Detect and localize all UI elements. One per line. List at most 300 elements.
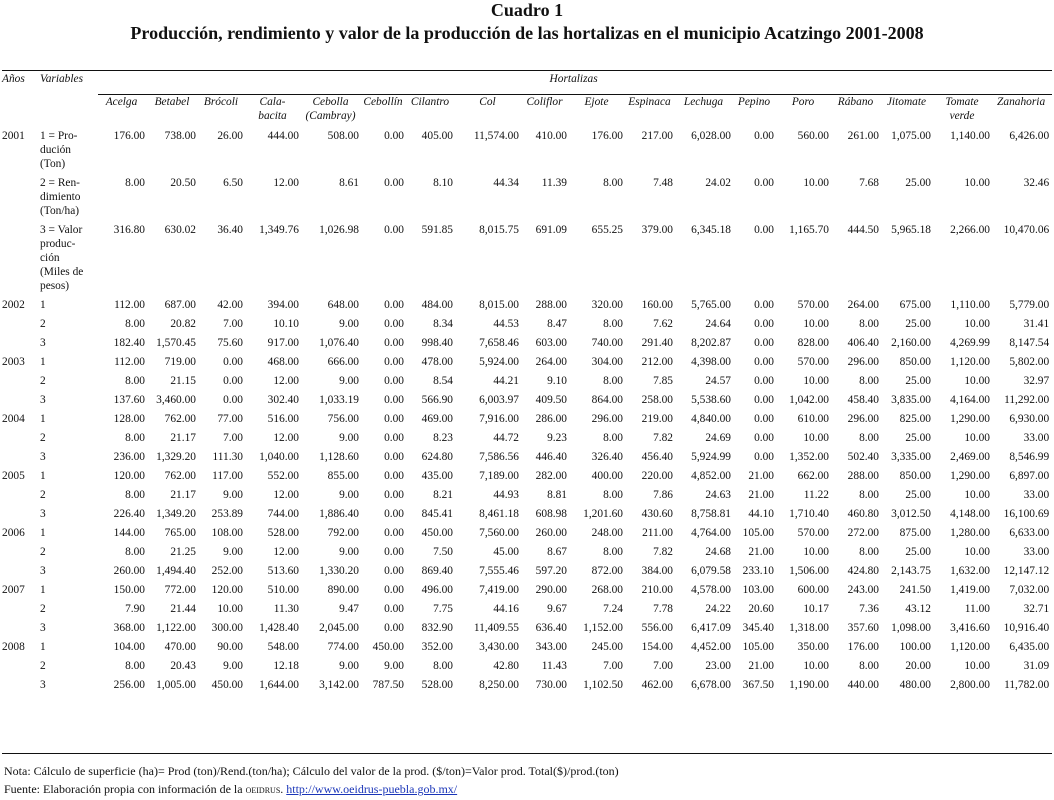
value-cell: 8.54	[433, 375, 453, 387]
value-cell: 16,100.69	[1003, 508, 1050, 520]
value-cell: 560.00	[797, 130, 829, 142]
year-cell	[2, 334, 40, 353]
value-cell: 11,292.00	[1004, 394, 1050, 406]
value-cell: 8,015.75	[479, 224, 519, 236]
source-url-link[interactable]: http://www.oeidrus-puebla.gob.mx/	[286, 782, 458, 796]
value-cell: 648.00	[327, 299, 359, 311]
value-cell: 10.00	[964, 546, 990, 558]
header-crop: Coliflor	[526, 96, 563, 108]
value-cell: 8.00	[603, 489, 623, 501]
value-cell: 25.00	[905, 177, 931, 189]
value-cell: 1,040.00	[259, 451, 299, 463]
source-line	[4, 780, 1050, 798]
value-cell: 666.00	[327, 356, 359, 368]
value-cell: 756.00	[327, 413, 359, 425]
value-cell: 406.40	[847, 337, 879, 349]
table-title: Producción, rendimiento y valor de la producción de las hortalizas en el municipio Acatzingo 2001-2008	[130, 23, 924, 43]
crop-header-row	[2, 95, 1052, 124]
value-cell: 548.00	[267, 641, 299, 653]
value-cell: 484.00	[421, 299, 453, 311]
year-cell	[2, 543, 40, 562]
value-cell: 137.60	[113, 394, 145, 406]
year-cell: 2002	[2, 299, 25, 311]
value-cell: 31.09	[1023, 660, 1050, 672]
variable-cell: 1	[40, 470, 46, 482]
value-cell: 7,560.00	[479, 527, 519, 539]
value-cell: 12,147.12	[1003, 565, 1050, 577]
header-hortalizas: Hortalizas	[98, 72, 1052, 95]
value-cell: 738.00	[164, 130, 196, 142]
value-cell: 11.43	[541, 660, 567, 672]
value-cell: 4,840.00	[691, 413, 731, 425]
value-cell: 1,570.45	[156, 337, 196, 349]
value-cell: 21.00	[748, 489, 774, 501]
value-cell: 9.00	[223, 489, 243, 501]
value-cell: 10.00	[964, 318, 990, 330]
value-cell: 2,143.75	[891, 565, 931, 577]
value-cell: 0.00	[754, 394, 774, 406]
value-cell: 8.00	[859, 546, 879, 558]
value-cell: 774.00	[327, 641, 359, 653]
value-cell: 528.00	[421, 679, 453, 691]
table-row	[2, 353, 1052, 372]
value-cell: 8.00	[125, 375, 145, 387]
value-cell: 3,416.60	[950, 622, 990, 634]
value-cell: 290.00	[535, 584, 567, 596]
header-crop: Poro	[791, 96, 815, 108]
value-cell: 8,202.87	[691, 337, 731, 349]
value-cell: 9.00	[223, 546, 243, 558]
value-cell: 8.00	[859, 432, 879, 444]
value-cell: 117.00	[212, 470, 243, 482]
value-cell: 10.00	[803, 318, 829, 330]
value-cell: 9.00	[339, 375, 359, 387]
value-cell: 1,330.20	[319, 565, 359, 577]
value-cell: 662.00	[797, 470, 829, 482]
value-cell: 7.78	[653, 603, 673, 615]
year-cell	[2, 429, 40, 448]
value-cell: 6,079.58	[691, 565, 731, 577]
value-cell: 258.00	[641, 394, 673, 406]
value-cell: 120.00	[211, 584, 243, 596]
table-row	[2, 410, 1052, 429]
table-row	[2, 467, 1052, 486]
value-cell: 12.18	[273, 660, 299, 672]
header-crop: Tomate verde	[945, 96, 979, 122]
value-cell: 7.00	[223, 432, 243, 444]
value-cell: 8,758.81	[691, 508, 731, 520]
value-cell: 0.00	[754, 224, 774, 236]
variable-cell: 2	[40, 546, 46, 558]
value-cell: 1,075.00	[891, 130, 931, 142]
value-cell: 8.00	[603, 177, 623, 189]
value-cell: 1,494.40	[156, 565, 196, 577]
variable-cell: 2	[40, 489, 46, 501]
value-cell: 243.00	[847, 584, 879, 596]
value-cell: 7.36	[859, 603, 879, 615]
value-cell: 0.00	[384, 527, 404, 539]
table-row	[2, 562, 1052, 581]
value-cell: 7.00	[603, 660, 623, 672]
value-cell: 5,965.18	[891, 224, 931, 236]
value-cell: 890.00	[327, 584, 359, 596]
value-cell: 424.80	[847, 565, 879, 577]
header-crop: Betabel	[154, 96, 190, 108]
value-cell: 1,122.00	[156, 622, 196, 634]
year-cell	[2, 676, 40, 695]
value-cell: 343.00	[535, 641, 567, 653]
value-cell: 248.00	[591, 527, 623, 539]
value-cell: 103.00	[742, 584, 774, 596]
value-cell: 1,140.00	[950, 130, 990, 142]
value-cell: 44.93	[493, 489, 519, 501]
value-cell: 12.00	[273, 489, 299, 501]
value-cell: 8,015.00	[479, 299, 519, 311]
data-table	[2, 72, 1052, 695]
variable-cell: 3	[40, 337, 46, 349]
value-cell: 21.44	[170, 603, 196, 615]
value-cell: 740.00	[591, 337, 623, 349]
value-cell: 26.00	[217, 130, 243, 142]
year-cell	[2, 174, 40, 221]
value-cell: 112.00	[114, 299, 145, 311]
value-cell: 1,098.00	[891, 622, 931, 634]
value-cell: 11.22	[803, 489, 829, 501]
value-cell: 154.00	[641, 641, 673, 653]
value-cell: 176.00	[113, 130, 145, 142]
value-cell: 24.69	[705, 432, 731, 444]
value-cell: 100.00	[899, 641, 931, 653]
value-cell: 0.00	[384, 177, 404, 189]
value-cell: 10.00	[803, 660, 829, 672]
variable-cell: 3	[40, 451, 46, 463]
table-row	[2, 638, 1052, 657]
value-cell: 8.10	[433, 177, 453, 189]
value-cell: 7,916.00	[479, 413, 519, 425]
value-cell: 2,160.00	[891, 337, 931, 349]
value-cell: 8.81	[547, 489, 567, 501]
value-cell: 0.00	[754, 130, 774, 142]
header-crop: Brócoli	[203, 96, 239, 108]
value-cell: 44.34	[493, 177, 519, 189]
variable-cell: 2	[40, 660, 46, 672]
value-cell: 917.00	[267, 337, 299, 349]
value-cell: 261.00	[847, 130, 879, 142]
value-cell: 21.00	[748, 660, 774, 672]
value-cell: 11.30	[273, 603, 299, 615]
header-crop: Cebolla (Cambray)	[305, 96, 356, 122]
value-cell: 105.00	[742, 527, 774, 539]
value-cell: 0.00	[384, 470, 404, 482]
value-cell: 9.67	[547, 603, 567, 615]
value-cell: 7,189.00	[479, 470, 519, 482]
value-cell: 9.00	[339, 318, 359, 330]
value-cell: 591.85	[421, 224, 453, 236]
value-cell: 8.00	[603, 375, 623, 387]
value-cell: 0.00	[384, 394, 404, 406]
value-cell: 8.00	[125, 318, 145, 330]
value-cell: 0.00	[384, 546, 404, 558]
value-cell: 7,586.56	[479, 451, 519, 463]
value-cell: 1,290.00	[950, 470, 990, 482]
value-cell: 1,128.60	[319, 451, 359, 463]
header-crop: Acelga	[105, 96, 138, 108]
table-row	[2, 334, 1052, 353]
value-cell: 630.02	[164, 224, 196, 236]
value-cell: 8.00	[603, 318, 623, 330]
value-cell: 409.50	[535, 394, 567, 406]
value-cell: 8.47	[547, 318, 567, 330]
value-cell: 772.00	[164, 584, 196, 596]
value-cell: 469.00	[421, 413, 453, 425]
value-cell: 3,835.00	[891, 394, 931, 406]
header-crop: Col	[479, 96, 496, 108]
table-row	[2, 315, 1052, 334]
value-cell: 0.00	[384, 337, 404, 349]
header-crop: Cilantro	[410, 96, 450, 108]
value-cell: 405.00	[421, 130, 453, 142]
value-cell: 1,102.50	[583, 679, 623, 691]
value-cell: 1,110.00	[950, 299, 990, 311]
value-cell: 10.00	[964, 375, 990, 387]
value-cell: 9.10	[547, 375, 567, 387]
value-cell: 8,250.00	[479, 679, 519, 691]
value-cell: 220.00	[641, 470, 673, 482]
value-cell: 1,428.40	[259, 622, 299, 634]
value-cell: 33.00	[1023, 432, 1050, 444]
value-cell: 226.40	[113, 508, 145, 520]
value-cell: 0.00	[384, 622, 404, 634]
value-cell: 7.75	[433, 603, 453, 615]
value-cell: 12.00	[273, 546, 299, 558]
value-cell: 10.00	[964, 177, 990, 189]
variable-cell: 3 = Valor produc- ción (Miles de pesos)	[40, 224, 84, 292]
value-cell: 120.00	[113, 470, 145, 482]
value-cell: 105.00	[742, 641, 774, 653]
table-row	[2, 486, 1052, 505]
value-cell: 0.00	[384, 375, 404, 387]
value-cell: 253.89	[211, 508, 243, 520]
value-cell: 0.00	[384, 489, 404, 501]
value-cell: 762.00	[164, 470, 196, 482]
value-cell: 1,318.00	[789, 622, 829, 634]
value-cell: 0.00	[384, 508, 404, 520]
value-cell: 8.00	[603, 432, 623, 444]
table-row	[2, 372, 1052, 391]
year-cell	[2, 448, 40, 467]
value-cell: 212.00	[641, 356, 673, 368]
value-cell: 6,897.00	[1009, 470, 1050, 482]
value-cell: 394.00	[267, 299, 299, 311]
table-row	[2, 581, 1052, 600]
year-cell	[2, 221, 40, 296]
value-cell: 3,430.00	[479, 641, 519, 653]
variable-cell: 2	[40, 432, 46, 444]
value-cell: 998.40	[421, 337, 453, 349]
year-cell	[2, 372, 40, 391]
year-cell: 2008	[2, 641, 25, 653]
variable-cell: 1	[40, 356, 46, 368]
value-cell: 0.00	[384, 603, 404, 615]
value-cell: 42.80	[493, 660, 519, 672]
value-cell: 128.00	[113, 413, 145, 425]
value-cell: 8.00	[125, 177, 145, 189]
value-cell: 264.00	[535, 356, 567, 368]
table-row	[2, 391, 1052, 410]
value-cell: 288.00	[847, 470, 879, 482]
value-cell: 252.00	[211, 565, 243, 577]
value-cell: 20.50	[170, 177, 196, 189]
value-cell: 286.00	[535, 413, 567, 425]
value-cell: 744.00	[267, 508, 299, 520]
value-cell: 9.00	[339, 546, 359, 558]
value-cell: 23.00	[705, 660, 731, 672]
value-cell: 320.00	[591, 299, 623, 311]
value-cell: 8.00	[603, 546, 623, 558]
value-cell: 608.98	[535, 508, 567, 520]
value-cell: 1,329.20	[156, 451, 196, 463]
value-cell: 0.00	[223, 375, 243, 387]
value-cell: 1,026.98	[319, 224, 359, 236]
value-cell: 20.60	[748, 603, 774, 615]
value-cell: 326.40	[591, 451, 623, 463]
value-cell: 444.50	[847, 224, 879, 236]
value-cell: 570.00	[797, 356, 829, 368]
value-cell: 1,120.00	[950, 356, 990, 368]
value-cell: 10.00	[803, 375, 829, 387]
value-cell: 25.00	[905, 375, 931, 387]
value-cell: 10.10	[273, 318, 299, 330]
value-cell: 6,678.00	[691, 679, 731, 691]
table-number: Cuadro 1	[490, 0, 564, 20]
value-cell: 282.00	[535, 470, 567, 482]
bottom-rule	[2, 753, 1052, 754]
value-cell: 10.00	[964, 432, 990, 444]
value-cell: 7,555.46	[479, 565, 519, 577]
year-cell	[2, 505, 40, 524]
value-cell: 603.00	[535, 337, 567, 349]
value-cell: 4,764.00	[691, 527, 731, 539]
value-cell: 24.63	[705, 489, 731, 501]
value-cell: 0.00	[384, 318, 404, 330]
table-row	[2, 657, 1052, 676]
value-cell: 6,003.97	[479, 394, 519, 406]
value-cell: 0.00	[384, 130, 404, 142]
value-cell: 1,005.00	[156, 679, 196, 691]
value-cell: 0.00	[384, 584, 404, 596]
value-cell: 112.00	[114, 356, 145, 368]
year-cell	[2, 600, 40, 619]
value-cell: 268.00	[591, 584, 623, 596]
value-cell: 11,782.00	[1004, 679, 1050, 691]
value-cell: 787.50	[372, 679, 404, 691]
value-cell: 4,852.00	[691, 470, 731, 482]
value-cell: 9.00	[339, 660, 359, 672]
value-cell: 233.10	[742, 565, 774, 577]
value-cell: 217.00	[641, 130, 673, 142]
value-cell: 1,201.60	[583, 508, 623, 520]
value-cell: 21.17	[170, 489, 196, 501]
value-cell: 32.46	[1023, 177, 1050, 189]
value-cell: 10.00	[803, 177, 829, 189]
value-cell: 7,419.00	[479, 584, 519, 596]
value-cell: 845.41	[421, 508, 453, 520]
value-cell: 8.00	[433, 660, 453, 672]
value-cell: 1,349.76	[259, 224, 299, 236]
value-cell: 296.00	[591, 413, 623, 425]
value-cell: 25.00	[905, 489, 931, 501]
value-cell: 468.00	[267, 356, 299, 368]
value-cell: 600.00	[797, 584, 829, 596]
value-cell: 256.00	[113, 679, 145, 691]
value-cell: 1,632.00	[950, 565, 990, 577]
value-cell: 435.00	[421, 470, 453, 482]
value-cell: 5,779.00	[1009, 299, 1050, 311]
value-cell: 480.00	[899, 679, 931, 691]
value-cell: 7.86	[653, 489, 673, 501]
value-cell: 7.50	[433, 546, 453, 558]
value-cell: 44.21	[493, 375, 519, 387]
value-cell: 11.39	[541, 177, 567, 189]
value-cell: 21.00	[748, 470, 774, 482]
value-cell: 7.90	[125, 603, 145, 615]
value-cell: 566.90	[421, 394, 453, 406]
value-cell: 24.57	[705, 375, 731, 387]
value-cell: 7.82	[653, 546, 673, 558]
value-cell: 1,419.00	[950, 584, 990, 596]
value-cell: 44.16	[493, 603, 519, 615]
value-cell: 21.15	[170, 375, 196, 387]
value-cell: 10.00	[217, 603, 243, 615]
value-cell: 31.41	[1023, 318, 1050, 330]
value-cell: 9.00	[384, 660, 404, 672]
header-crop: Pepino	[737, 96, 771, 108]
variable-cell: 1	[40, 413, 46, 425]
value-cell: 0.00	[754, 375, 774, 387]
top-rule	[2, 70, 1052, 71]
value-cell: 42.00	[217, 299, 243, 311]
value-cell: 10.00	[803, 432, 829, 444]
value-cell: 8.00	[859, 489, 879, 501]
value-cell: 0.00	[754, 413, 774, 425]
value-cell: 8.00	[125, 546, 145, 558]
value-cell: 1,644.00	[259, 679, 299, 691]
header-variables: Variables	[40, 73, 84, 85]
value-cell: 8.67	[547, 546, 567, 558]
value-cell: 5,765.00	[691, 299, 731, 311]
value-cell: 10.17	[803, 603, 829, 615]
value-cell: 24.64	[705, 318, 731, 330]
value-cell: 296.00	[847, 413, 879, 425]
value-cell: 104.00	[113, 641, 145, 653]
year-cell: 2006	[2, 527, 25, 539]
value-cell: 496.00	[421, 584, 453, 596]
variable-cell: 1	[40, 527, 46, 539]
value-cell: 272.00	[847, 527, 879, 539]
value-cell: 1,076.40	[319, 337, 359, 349]
value-cell: 296.00	[847, 356, 879, 368]
value-cell: 0.00	[754, 318, 774, 330]
variable-cell: 2	[40, 318, 46, 330]
value-cell: 10,916.40	[1003, 622, 1050, 634]
value-cell: 1,352.00	[789, 451, 829, 463]
value-cell: 7.48	[653, 177, 673, 189]
table-body	[2, 123, 1052, 695]
source-sep: .	[280, 782, 287, 796]
value-cell: 850.00	[899, 356, 931, 368]
value-cell: 456.40	[641, 451, 673, 463]
value-cell: 9.47	[339, 603, 359, 615]
